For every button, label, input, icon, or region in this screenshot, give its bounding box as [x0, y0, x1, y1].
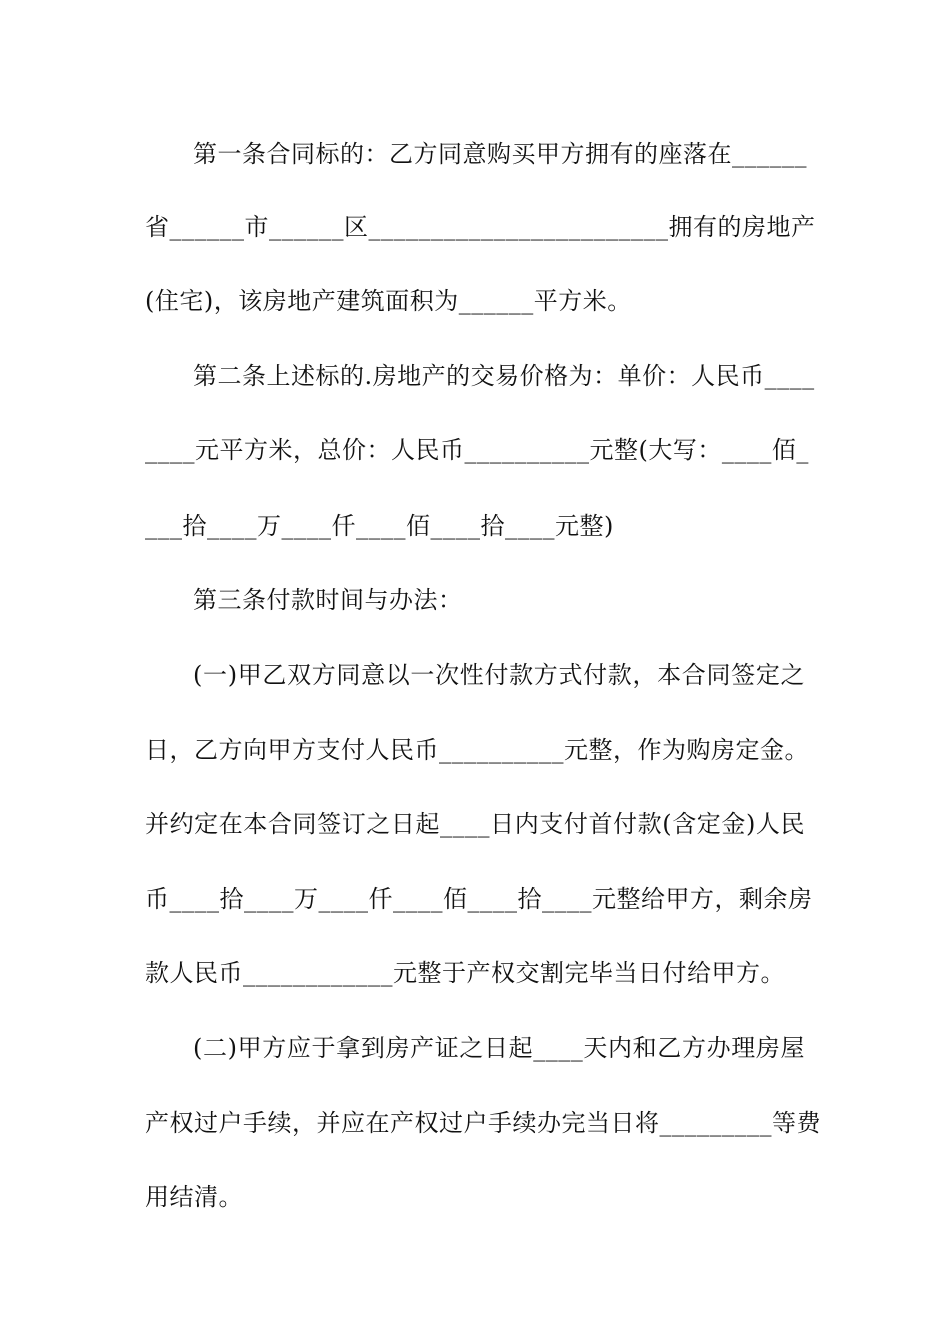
article-2-line-1: 第二条上述标的.房地产的交易价格为：单价：人民币____ — [193, 362, 815, 390]
clause-1-line-4: 币____拾____万____仟____佰____拾____元整给甲方，剩余房 — [145, 885, 813, 913]
clause-1-line-3: 并约定在本合同签订之日起____日内支付首付款(含定金)人民 — [145, 810, 805, 838]
clause-1-line-1: (一)甲乙双方同意以一次性付款方式付款，本合同签定之 — [193, 661, 805, 689]
clause-2-line-2: 产权过户手续，并应在产权过户手续办完当日将_________等费 — [145, 1109, 821, 1137]
article-1-line-1: 第一条合同标的：乙方同意购买甲方拥有的座落在______ — [193, 140, 807, 168]
clause-2-line-3: 用结清。 — [145, 1183, 243, 1211]
article-1-line-3: (住宅)，该房地产建筑面积为______平方米。 — [145, 287, 632, 315]
article-1-line-2: 省______市______区________________________拥有的房地产 — [145, 213, 816, 241]
article-3-heading: 第三条付款时间与办法： — [193, 586, 463, 614]
article-2-line-2: ____元平方米，总价：人民币__________元整(大写：____佰_ — [145, 436, 809, 464]
clause-1-line-2: 日，乙方向甲方支付人民币__________元整，作为购房定金。 — [145, 736, 809, 764]
article-2-line-3: ___拾____万____仟____佰____拾____元整) — [145, 512, 614, 540]
clause-1-line-5: 款人民币____________元整于产权交割完毕当日付给甲方。 — [145, 959, 785, 987]
clause-2-line-1: (二)甲方应于拿到房产证之日起____天内和乙方办理房屋 — [193, 1034, 805, 1062]
